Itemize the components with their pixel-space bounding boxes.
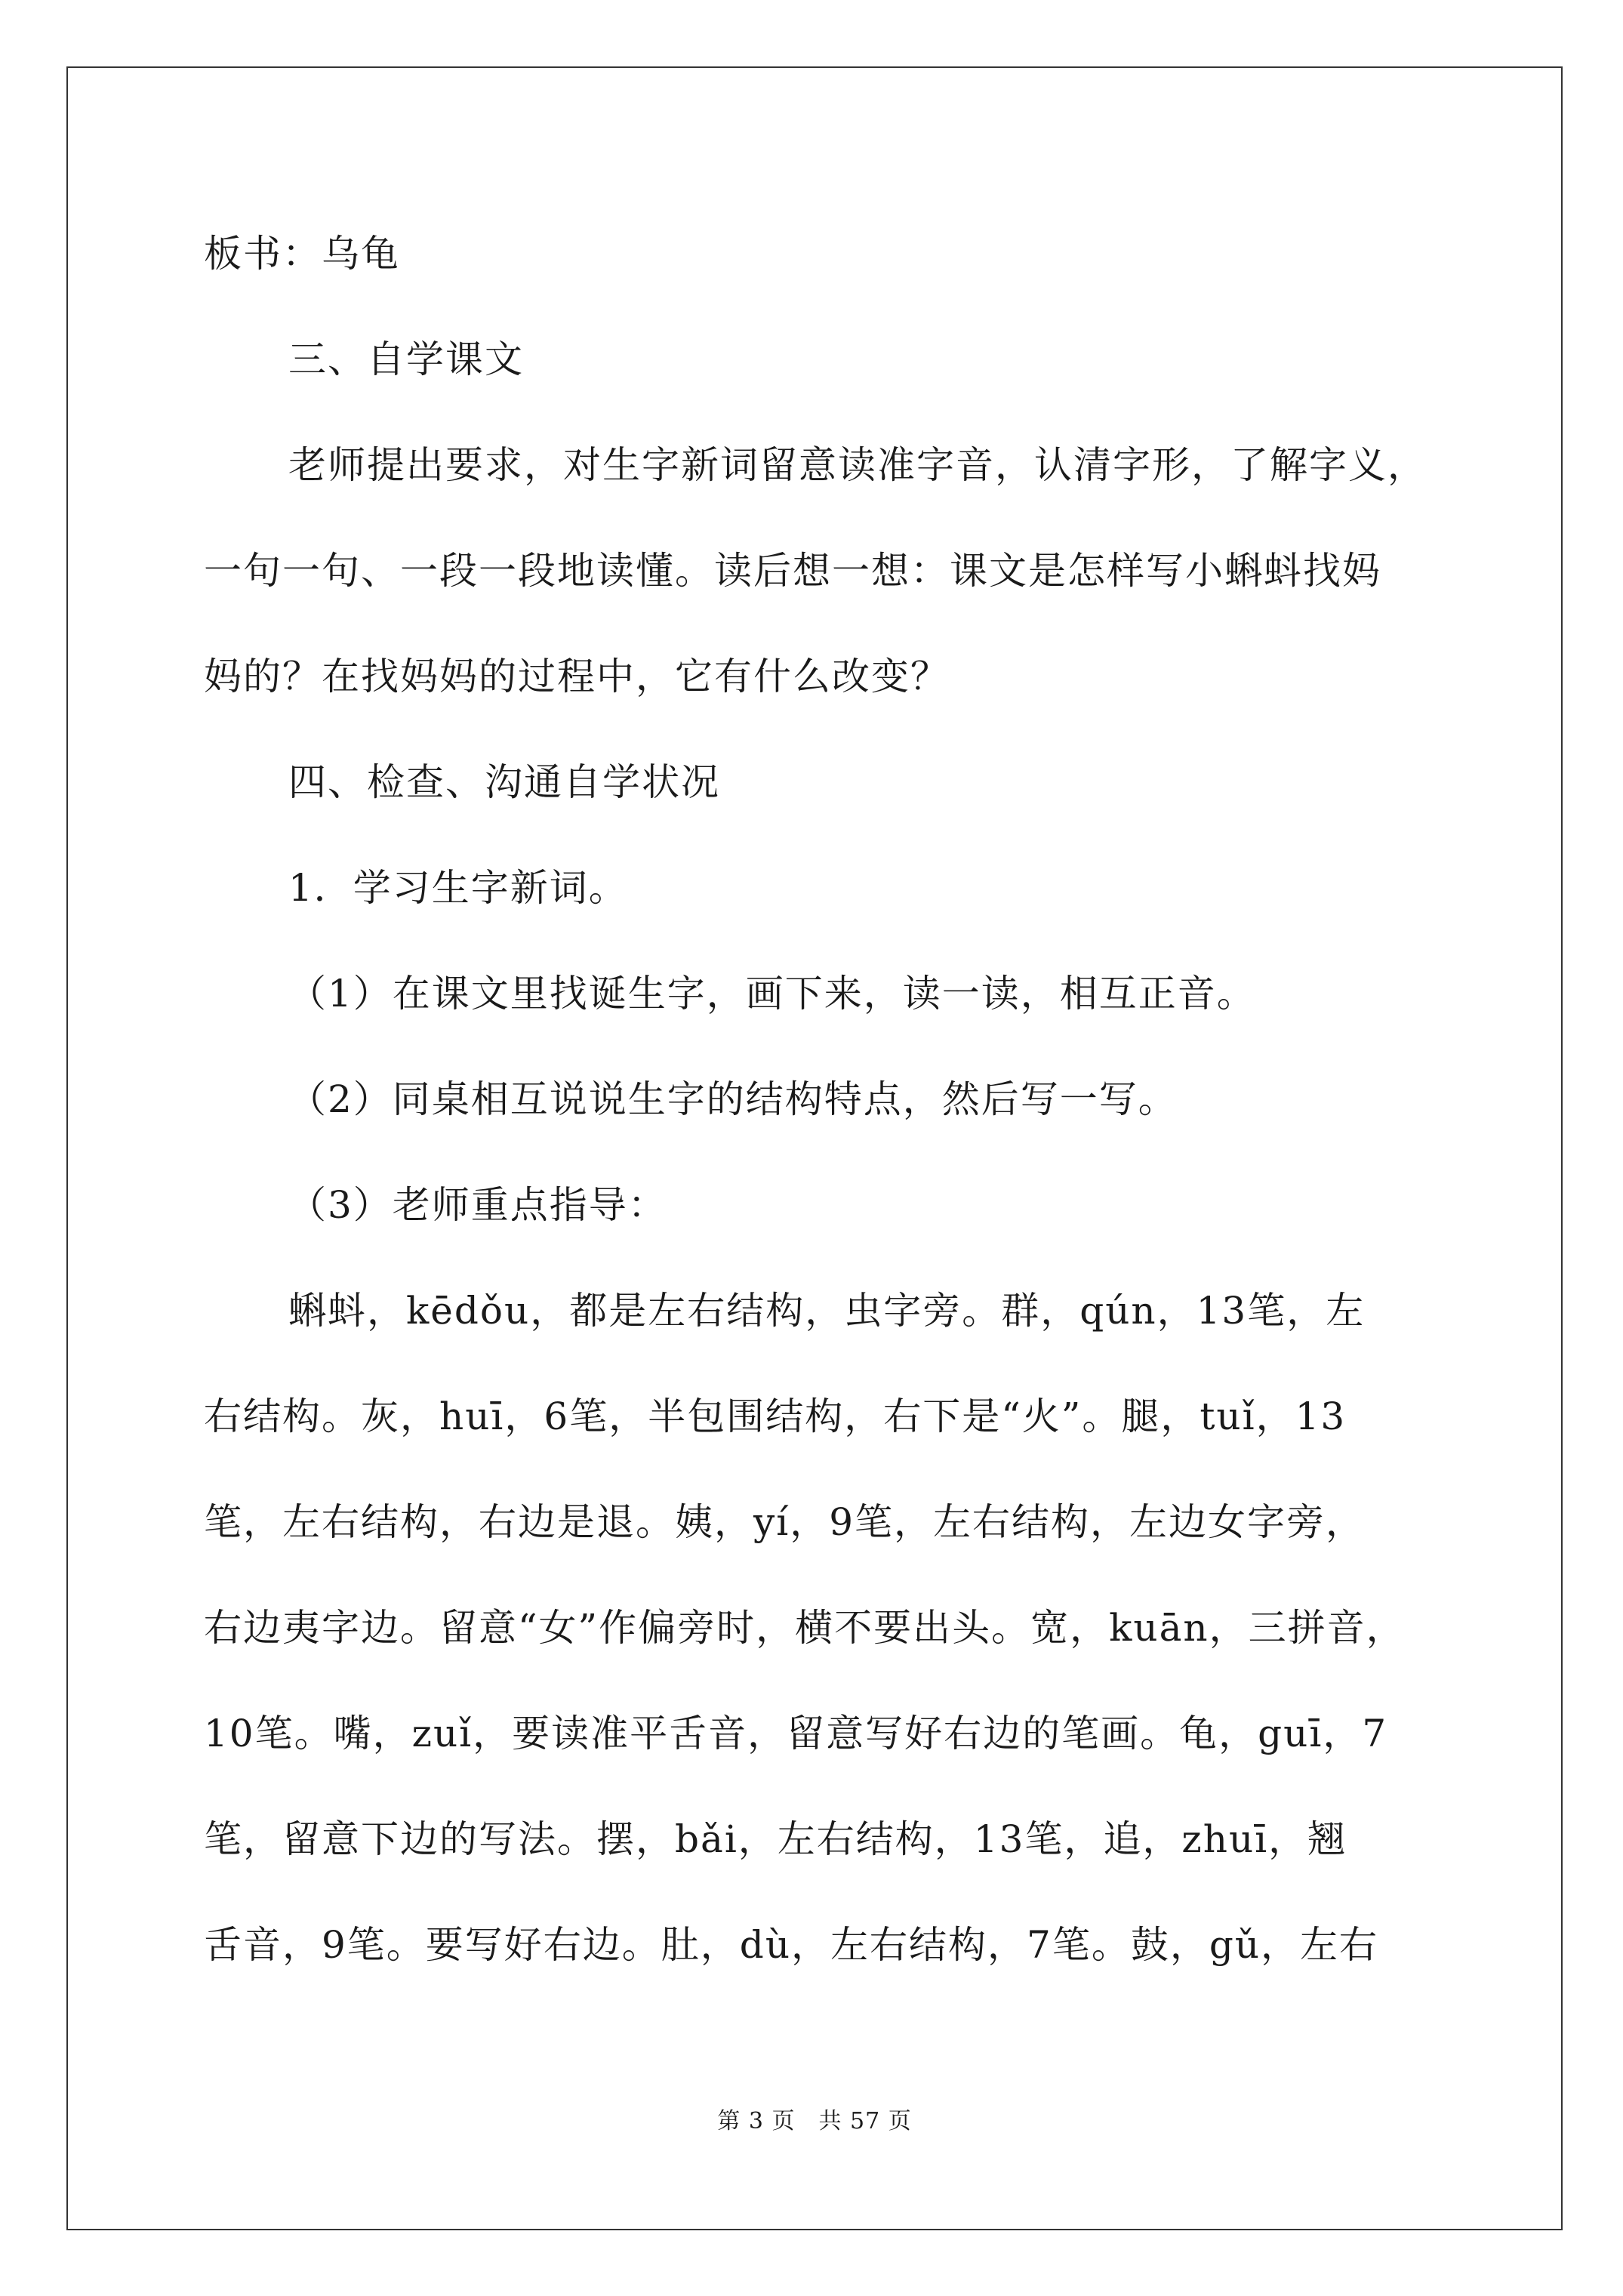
sub-item-1: （1）在课文里找诞生字，画下来，读一读，相互正音。: [288, 972, 1256, 1015]
paragraph-requirements-line-2: 一句一句、一段一段地读懂。读后想一想：课文是怎样写小蝌蚪找妈: [204, 549, 1381, 593]
paragraph-characters-line-3: 笔，左右结构，右边是退。姨，yí，9笔，左右结构，左边女字旁，: [204, 1500, 1366, 1544]
paragraph-characters-line-2: 右结构。灰，huī，6笔，半包围结构，右下是“火”。腿，tuǐ，13: [204, 1395, 1347, 1438]
sub-item-2: （2）同桌相互说说生字的结构特点，然后写一写。: [288, 1077, 1178, 1121]
section-heading-check: 四、检查、沟通自学状况: [288, 760, 720, 804]
list-item-1: 1．学习生字新词。: [288, 866, 628, 910]
page-frame: [66, 66, 1563, 2230]
paragraph-characters-line-4: 右边夷字边。留意“女”作偏旁时，横不要出头。宽，kuān，三拼音，: [204, 1606, 1406, 1650]
paragraph-characters-line-7: 舌音，9笔。要写好右边。肚，dù，左右结构，7笔。鼓，gǔ，左右: [204, 1923, 1379, 1967]
paragraph-requirements-line-3: 妈的？在找妈妈的过程中，它有什么改变？: [204, 655, 950, 698]
sub-item-3: （3）老师重点指导：: [288, 1183, 667, 1227]
paragraph-characters-line-1: 蝌蚪，kēdǒu，都是左右结构，虫字旁。群，qún，13笔，左: [288, 1289, 1366, 1333]
text-line-board-note: 板书：乌龟: [204, 232, 400, 276]
paragraph-characters-line-5: 10笔。嘴，zuǐ，要读准平舌音，留意写好右边的笔画。龟，guī，7: [204, 1712, 1388, 1755]
paragraph-requirements-line-1: 老师提出要求，对生字新词留意读准字音，认清字形，了解字义，: [288, 443, 1427, 487]
section-heading-self-study: 三、自学课文: [288, 337, 524, 381]
page-number-footer: 第 3 页 共 57 页: [717, 2108, 912, 2134]
paragraph-characters-line-6: 笔，留意下边的写法。摆，bǎi，左右结构，13笔，追，zhuī，翘: [204, 1817, 1347, 1861]
